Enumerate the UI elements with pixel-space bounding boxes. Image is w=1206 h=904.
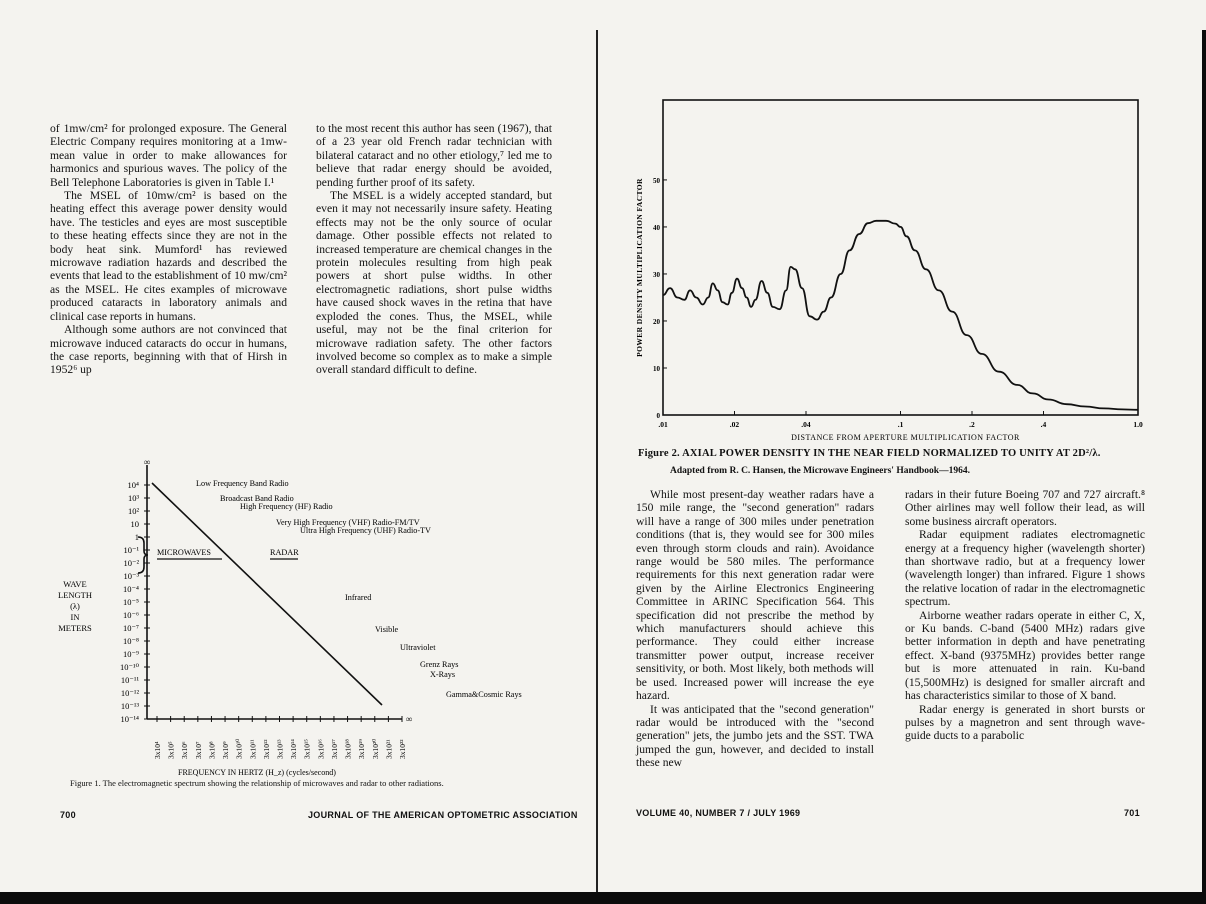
y-axis-label: METERS [58,623,92,633]
figure-1-caption: Figure 1. The electromagnetic spectrum showing the relationship of microwaves and radar to other radiations. [70,778,444,788]
x-tick-label: 3x10²¹ [384,739,394,759]
band-label: Gamma&Cosmic Rays [446,690,522,699]
x-tick-label: 3x10²⁰ [370,738,380,759]
y-tick-label: 50 [653,176,660,185]
scan-top-edge [0,0,1206,30]
x-tick-label: 3x10¹¹ [248,739,258,759]
x-tick-label: .02 [729,420,740,429]
paragraph: Airborne weather radars operate in either C, X, or Ku bands. C-band (5400 MHz) radars give better information in depth and have penetrating effect. X-band (9375MHz) provides better range but is more attenuated in rain. Ku-band (15,500MHz) is designed for smaller aircraft and has characteristics similar to those of X band. [905,608,1145,703]
x-tick-label: 3x10⁵ [166,741,176,759]
figure-2-caption-title: Figure 2. AXIAL POWER DENSITY IN THE NEAR FIELD NORMALIZED TO UNITY AT 2D²/λ. [638,448,1101,459]
band-label: Ultraviolet [400,643,436,652]
paragraph: of 1mw/cm² for prolonged exposure. The General Electric Company requires monitoring at a 1mw-mean value in order to make allowances for harmonics and spurious waves. The policy of the Bell Telephone Laboratories is given in Table I.¹ [50,122,287,189]
plot-frame [663,100,1138,415]
page-number-right: 701 [1124,808,1140,818]
series-line [663,221,1138,410]
x-tick-label: 3x10¹⁵ [302,739,312,759]
band-label: High Frequency (HF) Radio [240,502,333,511]
y-tick-label: 10⁻¹⁰ [120,662,139,672]
band-label: X-Rays [430,670,456,679]
figure-2-caption-source: Adapted from R. C. Hansen, the Microwave Engineers' Handbook—1964. [670,466,970,476]
x-tick-label: .2 [969,420,975,429]
paragraph: Radar energy is generated in short bursts or pulses by a magnetron and sent through wave-guide ducts to a parabolic [905,702,1145,743]
journal-title: JOURNAL OF THE AMERICAN OPTOMETRIC ASSOCIATION [308,810,578,820]
y-tick-label: 20 [653,317,660,326]
x-tick-label: 3x10⁶ [180,741,190,759]
paragraph: The MSEL of 10mw/cm² is based on the heating effect this average power density would have. The testicles and eyes are most susceptible to these heating effects since they are not in the body heat sink. Mumford¹ has reviewed microwave radiation hazards and described the events that lead to the establishment of 10 mw/cm² as the MSEL. He cites examples of microwave produced cataracts in laboratory animals and clinical case reports in humans. [50,189,287,323]
band-label: Grenz Rays [420,660,459,669]
x-tick-label: 3x10¹⁹ [357,739,367,759]
band-label: Very High Frequency (VHF) Radio-FM/TV [276,518,420,527]
y-tick-label: 10⁻⁸ [123,636,139,646]
y-tick-label: 10⁻¹² [120,688,139,698]
y-tick-label: 10⁻⁵ [123,597,139,607]
band-label: MICROWAVES [157,548,211,557]
x-tick-label: 3x10¹⁷ [329,739,339,759]
x-tick-label: 3x10¹⁴ [289,739,299,759]
y-axis-label: LENGTH [58,590,92,600]
right-page-column-1 [636,488,874,770]
y-tick-label: 10⁻¹⁴ [120,714,139,724]
y-tick-label: 40 [653,223,660,232]
x-tick-label: .1 [897,420,904,429]
x-tick-label: 3x10¹⁶ [316,739,326,759]
band-label: Ultra High Frequency (UHF) Radio-TV [300,526,431,535]
y-tick-label: 10⁻⁴ [123,584,139,594]
paragraph: It was anticipated that the "second generation" radar would be introduced with the "second generation" jets, the jumbo jets and the SST. TWA jumped the gun, however, and decided to install these new [636,702,874,770]
x-axis-label: FREQUENCY IN HERTZ (H_z) (cycles/second) [178,768,336,777]
y-tick-label: 10 [653,364,660,373]
band-label: Broadcast Band Radio [220,494,294,503]
y-tick-label: 10² [127,506,139,516]
x-tick-label: 3x10¹³ [275,739,285,759]
figure-1-spectrum-chart [50,425,560,777]
y-tick-label: 10⁻³ [123,571,139,581]
band-label: Visible [375,625,399,634]
page-number-left: 700 [60,810,76,820]
y-tick-label: 10⁻⁷ [123,623,139,633]
x-tick-label: 3x10⁸ [207,741,217,759]
x-tick-label: 3x10¹⁸ [343,739,353,759]
y-tick-label: 0 [656,412,660,420]
x-tick-label: 3x10⁷ [193,741,203,759]
paragraph: Radar equipment radiates electromagnetic energy at a frequency higher (wavelength shorter) than shortwave radio, but at a frequency lower (wavelength longer) than infrared. Figure 1 shows the relative location of radar in the electromagnetic spectrum. [905,528,1145,609]
x-tick-label: 3x10²² [398,739,407,759]
x-tick-label: .4 [1040,420,1047,429]
y-tick-label: 30 [653,270,660,279]
figure-2-power-density-chart [628,90,1188,450]
y-tick-label: 10⁻¹³ [120,701,139,711]
x-tick-label: .01 [658,420,668,429]
band-label: Low Frequency Band Radio [196,479,289,488]
left-page-column-1 [50,122,287,377]
band-label: Infrared [345,593,372,602]
y-tick-label: 10⁻⁶ [123,610,139,620]
y-axis-label: IN [70,612,80,622]
y-tick-label: 10⁻¹¹ [120,675,139,685]
x-tick-label: .04 [801,420,811,429]
x-tick-label: 3x10⁴ [153,741,162,759]
y-tick-label: 10⁴ [127,480,139,490]
paragraph: The MSEL is a widely accepted standard, but even it may not necessarily insure safety. Heating effects may not be the only source of ocular damage. Other possible effects not related to increased temperature are chemical changes in the protein molecules resulting from high peak powers at short pulse widths. In other electromagnetic radiations, short pulse widths have caused shock waves in the retina that have exploded the cones. Thus, the MSEL, while useful, may not be the final criterion for microwave radiation safety. The other factors involved become so complex as to make a simple overall standard difficult to define. [316,189,552,377]
y-axis-label: (λ) [70,601,80,611]
volume-info: VOLUME 40, NUMBER 7 / JULY 1969 [636,808,801,818]
y-tick-label: 10⁻¹ [123,545,139,555]
y-axis-infinity: ∞ [144,457,151,467]
paragraph: While most present-day weather radars have a 150 mile range, the "second generation" radars will have a range of 300 miles under penetration conditions (that is, they would see for 300 miles even through storm clouds and rain). Avoidance range would be 580 miles. The performance requirements for this next generation radar were given by the Airline Electronics Engineering Committee in ARINC Specification 564. This specification did not prescribe the method by which manufacturers should achieve this performance. They could either increase transmitter power output, increase receiver sensitivity, or both. Most likely, both methods will be used. Increased power will increase the eye hazard. [636,488,874,703]
x-tick-label: 3x10¹² [261,739,271,759]
paragraph: to the most recent this author has seen (1967), that of a 23 year old French radar technician with bilateral cataract and no other etiology,⁷ led me to believe that radar energy should be avoided, pending further proof of its safety. [316,122,552,189]
y-tick-label: 10⁻² [123,558,139,568]
right-page-column-2 [905,488,1145,743]
left-page-column-2 [316,122,552,377]
paragraph: radars in their future Boeing 707 and 727 aircraft.⁸ Other airlines may well follow their lead, as will some business aircraft operators. [905,488,1145,528]
left-page [0,30,596,892]
x-axis-label: DISTANCE FROM APERTURE MULTIPLICATION FACTOR [791,433,1020,442]
y-axis-label: WAVE [63,579,87,589]
y-tick-label: 10³ [127,493,139,503]
x-tick-label: 1.0 [1133,420,1143,429]
x-tick-label: 3x10¹⁰ [234,738,244,759]
y-axis-label: POWER DENSITY MULTIPLICATION FACTOR [635,178,644,357]
band-label: RADAR [270,548,299,557]
y-tick-label: 10⁻⁹ [123,649,139,659]
x-axis-infinity: ∞ [406,714,413,724]
y-tick-label: 10 [130,519,139,529]
x-tick-label: 3x10⁹ [221,741,231,759]
right-page [596,30,1202,892]
paragraph: Although some authors are not convinced that microwave induced cataracts do occur in humans, the case reports, beginning with that of Hirsh in 1952⁶ up [50,323,287,377]
y-tick-label: 1 [134,532,139,542]
